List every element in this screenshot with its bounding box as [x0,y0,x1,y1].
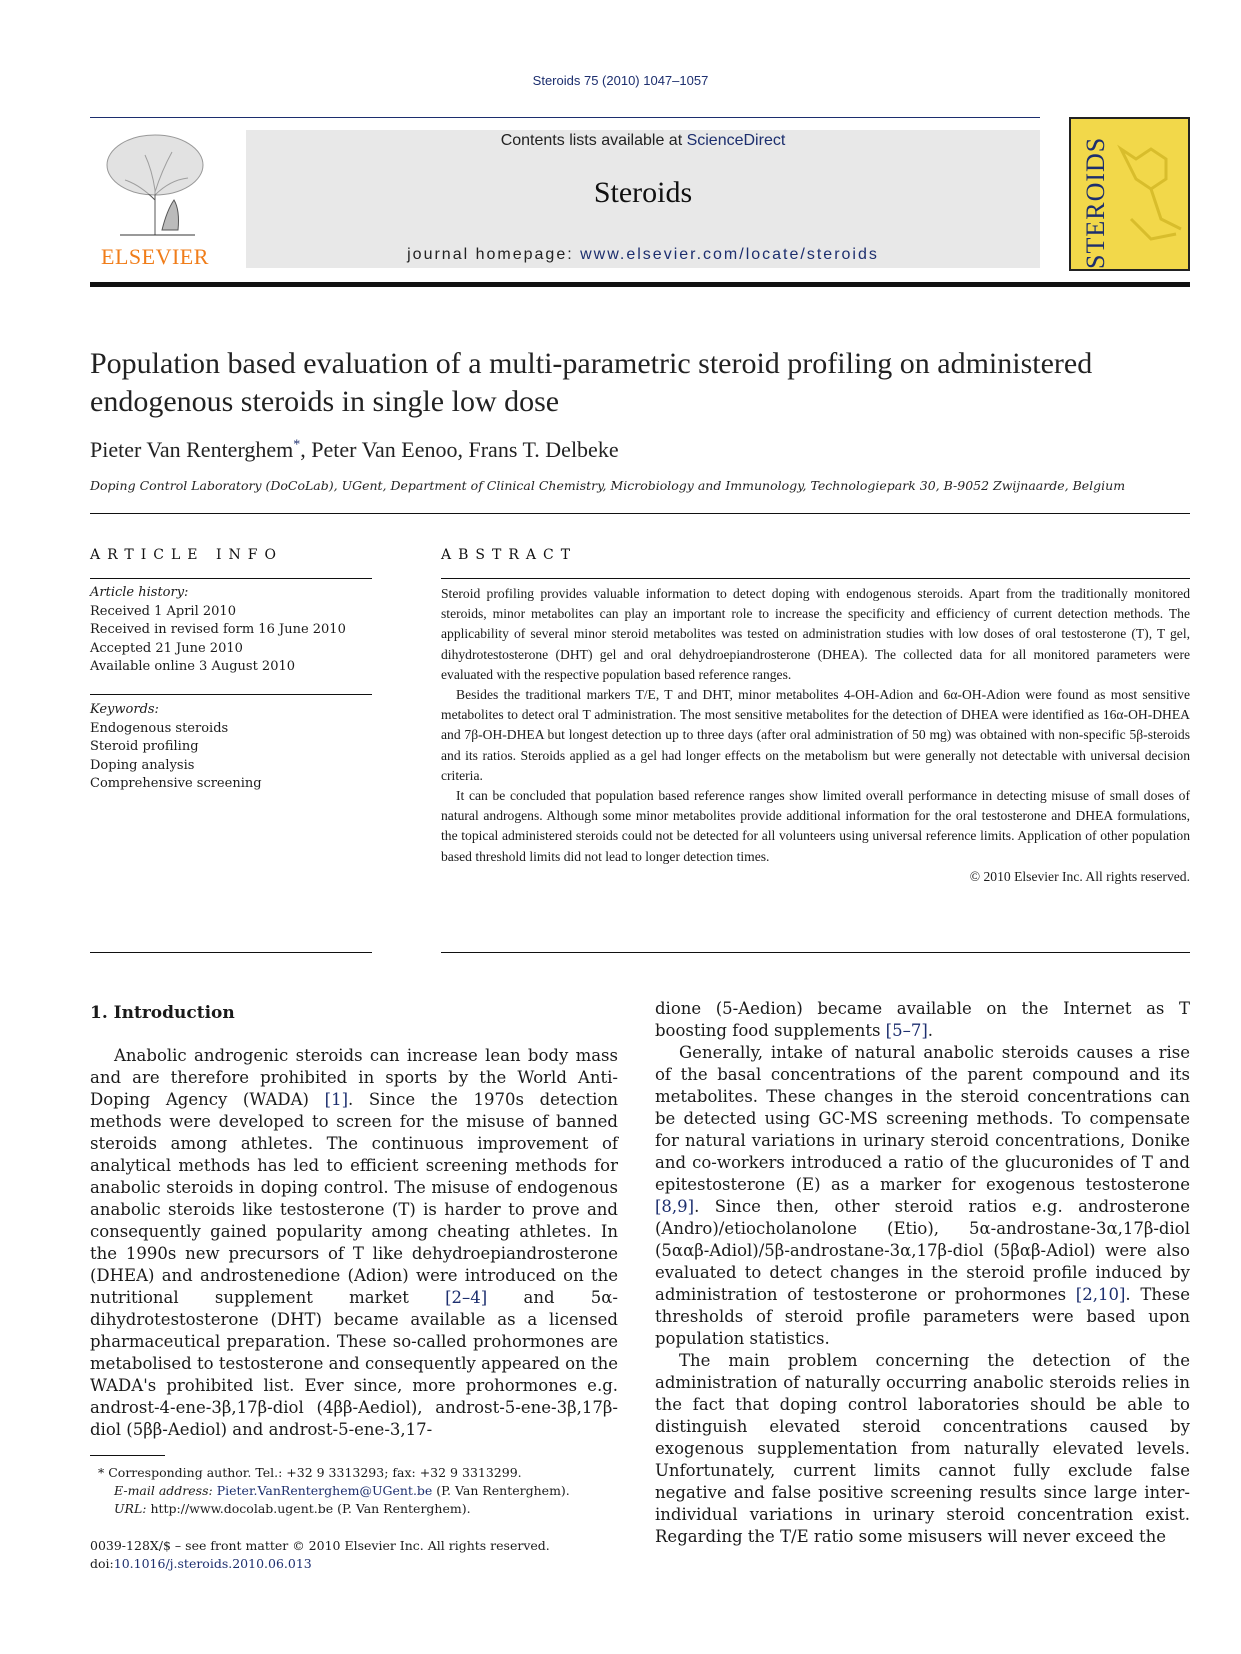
article-history [90,584,372,677]
journal-homepage-link[interactable]: www.elsevier.com/locate/steroids [580,246,879,263]
abstract-heading: ABSTRACT [441,547,578,563]
affiliation: Doping Control Laboratory (DoCoLab), UGent, Department of Clinical Chemistry, Microbiology and Immunology, Technologiepark 30, B-9052 Zwijnaarde, Belgium [90,478,1126,493]
history-revised: Received in revised form 16 June 2010 [90,622,346,637]
journal-banner [246,130,1040,268]
keywords [90,701,372,794]
homepage-prefix: journal homepage: [407,246,581,263]
header-rule [90,117,1040,118]
article-info-heading: ARTICLE INFO [90,547,283,563]
body-text: and 5α-dihydrotestosterone (DHT) became available as a licensed pharmaceutical preparation. These so-called prohormones are metabolised to testosterone and consequently appeared on the WADA's prohibited list. Ever since, more prohormones e.g. androst-4-ene-3β,17β-diol (4ββ-Aediol), androst-5-ene-3β,17β-diol (5ββ-Aediol) and androst-5-ene-3,17- [90,1288,618,1439]
history-received: Received 1 April 2010 [90,603,236,619]
keyword-item: Comprehensive screening [90,776,262,791]
url-label: URL: [114,1501,147,1516]
body-text: Generally, intake of natural anabolic steroids causes a rise of the basal concentrations of the parent compound and its metabolites. These changes in the steroid concentrations can be detected using GC-MS screening methods. To compensate for natural variations in urinary steroid concentrations, Donike and co-workers introduced a ratio of the glucuronides of T and epitestosterone (E) as a marker for exogenous testosterone [655,1043,1190,1194]
body-paragraph [655,998,1190,1042]
journal-citation[interactable]: Steroids 75 (2010) 1047–1057 [532,73,709,88]
header-thick-rule [90,282,1190,287]
body-text: Anabolic androgenic steroids can increase lean body mass and are therefore prohibited in sports by the World Anti-Doping Agency (WADA) [90,1046,618,1109]
body-paragraph [90,1045,618,1441]
affiliation-rule [90,513,1190,514]
sciencedirect-link[interactable]: ScienceDirect [686,132,786,149]
abstract-rule-bottom [441,952,1190,953]
keyword-item: Endogenous steroids [90,720,229,736]
keywords-label: Keywords: [90,702,159,717]
author-3[interactable]: Frans T. Delbeke [468,437,619,462]
citation-link[interactable]: [5–7] [885,1021,928,1040]
citation-link[interactable]: [1] [324,1090,349,1109]
abstract-rule-top [441,578,1190,579]
email-label: E-mail address: [114,1483,213,1498]
abstract-copyright: © 2010 Elsevier Inc. All rights reserved. [969,868,1190,884]
author-list: Pieter Van Renterghem*, Peter Van Eenoo, Frans T. Delbeke [90,437,619,462]
history-accepted: Accepted 21 June 2010 [90,640,243,656]
contents-line [246,132,1040,150]
article-title: Population based evaluation of a multi-parametric steroid profiling on administered endogenous steroids in single low dose [90,347,1093,418]
journal-cover[interactable] [1069,117,1190,271]
info-rule-1 [90,578,372,579]
corresponding-author-note: Corresponding author. Tel.: +32 9 3313293; fax: +32 9 3313299. [108,1465,522,1480]
body-text: . [927,1021,934,1040]
doi-prefix: doi: [90,1556,114,1571]
abstract-paragraph: Besides the traditional markers T/E, T and DHT, minor metabolites 4-OH-Adion and 6α-OH-Adion were found as most sensitive metabolites to detect oral T administration. The most sensitive metabolites for the detection of DHEA were identified as 16α-OH-DHEA and 7β-OH-DHEA but longest detection up to three days (after oral administration of 50 mg) was obtained with non-specific 5β-steroids and its ratios. Steroids applied as a gel had longer effects on the metabolism but were generally not detectable with universal decision criteria. [441,687,1190,783]
cover-title: STEROIDS [1081,136,1110,269]
footnote-rule [90,1455,165,1456]
body-text: . These thresholds of steroid profile parameters were based upon population statistics. [655,1285,1190,1348]
info-rule-2 [90,694,372,695]
section-heading-introduction: 1. Introduction [90,1003,235,1023]
email-link[interactable]: Pieter.VanRenterghem@UGent.be [216,1483,433,1498]
info-rule-bottom [90,952,372,953]
abstract-paragraph: Steroid profiling provides valuable information to detect doping with endogenous steroids. Apart from the traditionally monitored steroids, minor metabolites can play an important role to increase the specificity and efficiency of current detection methods. The applicability of several minor steroid metabolites was tested on administration studies with low doses of oral testosterone (T), T gel, dihydrotestosterone (DHT) gel and oral dehydroepiandrosterone (DHEA). The collected data for all monitored parameters were evaluated with the respective population based reference ranges. [441,586,1190,682]
issn-line: 0039-128X/$ – see front matter © 2010 Elsevier Inc. All rights reserved. [90,1538,550,1553]
body-text: dione (5-Aedion) became available on the Internet as T boosting food supplements [655,999,1190,1040]
body-text: . Since then, other steroid ratios e.g. androsterone (Andro)/etiocholanolone (Etio), 5α-androstane-3α,17β-diol (5ααβ-Adiol)/5β-androstane-3α,17β-diol (5βαβ-Adiol) were also evaluated to detect changes in the steroid profile induced by administration of testosterone or prohormones [655,1197,1190,1304]
body-paragraph [655,1350,1190,1548]
contents-prefix: Contents lists available at [500,132,687,149]
footnote [90,1455,610,1518]
author-2[interactable]: Peter Van Eenoo [311,437,458,462]
molecule-icon [1111,129,1190,269]
body-text: . Since the 1970s detection methods were developed to screen for the misuse of banned steroids among athletes. The continuous improvement of analytical methods has led to efficient screening methods for anabolic steroids in doping control. The misuse of endogenous anabolic steroids like testosterone (T) is harder to prove and consequently gained popularity among cheating athletes. In the 1990s new precursors of T like dehydroepiandrosterone (DHEA) and androstenedione (Adion) were introduced on the nutritional supplement market [90,1090,618,1307]
citation-link[interactable]: [2–4] [445,1288,488,1307]
elsevier-logo[interactable] [90,130,220,270]
body-left-column [90,1045,618,1441]
body-paragraph [655,1042,1190,1350]
history-online: Available online 3 August 2010 [90,659,296,674]
front-matter [90,1537,550,1573]
body-right-column [655,998,1190,1548]
abstract-paragraph: It can be concluded that population based reference ranges show limited overall performance in detecting misuse of small doses of natural androgens. Although some minor metabolites provide additional information for the oral testosterone and DHEA formulations, the topical administered steroids could not be detected for all volunteers using universal reference limits. Application of other population based threshold limits did not lead to longer detection times. [441,788,1190,864]
elsevier-tree-icon [100,130,210,240]
elsevier-wordmark: ELSEVIER [101,244,209,269]
corresponding-author-mark[interactable]: * [293,437,301,453]
footnote-mark: * [98,1465,105,1480]
email-suffix: (P. Van Renterghem). [432,1483,570,1498]
citation-link[interactable]: [8,9] [655,1197,695,1216]
keyword-item: Steroid profiling [90,739,199,754]
doi-link[interactable]: 10.1016/j.steroids.2010.06.013 [113,1556,312,1571]
abstract-body [441,584,1190,887]
lab-url[interactable]: http://www.docolab.ugent.be (P. Van Renterghem). [146,1501,471,1516]
keyword-item: Doping analysis [90,757,195,773]
author-1[interactable]: Pieter Van Renterghem [90,437,294,462]
journal-homepage-line [246,246,1040,264]
body-text: The main problem concerning the detection of the administration of naturally occurring anabolic steroids relies in the fact that doping control laboratories should be able to distinguish elevated steroid concentrations caused by exogenous supplementation from naturally elevated levels. Unfortunately, current limits cannot fully exclude false negative and false positive screening results since large inter-individual variations in urinary steroid concentration exist. Regarding the T/E ratio some misusers will never exceed the [655,1351,1190,1546]
citation-link[interactable]: [2,10] [1075,1285,1126,1304]
history-label: Article history: [90,585,189,600]
journal-name: Steroids [593,176,693,209]
